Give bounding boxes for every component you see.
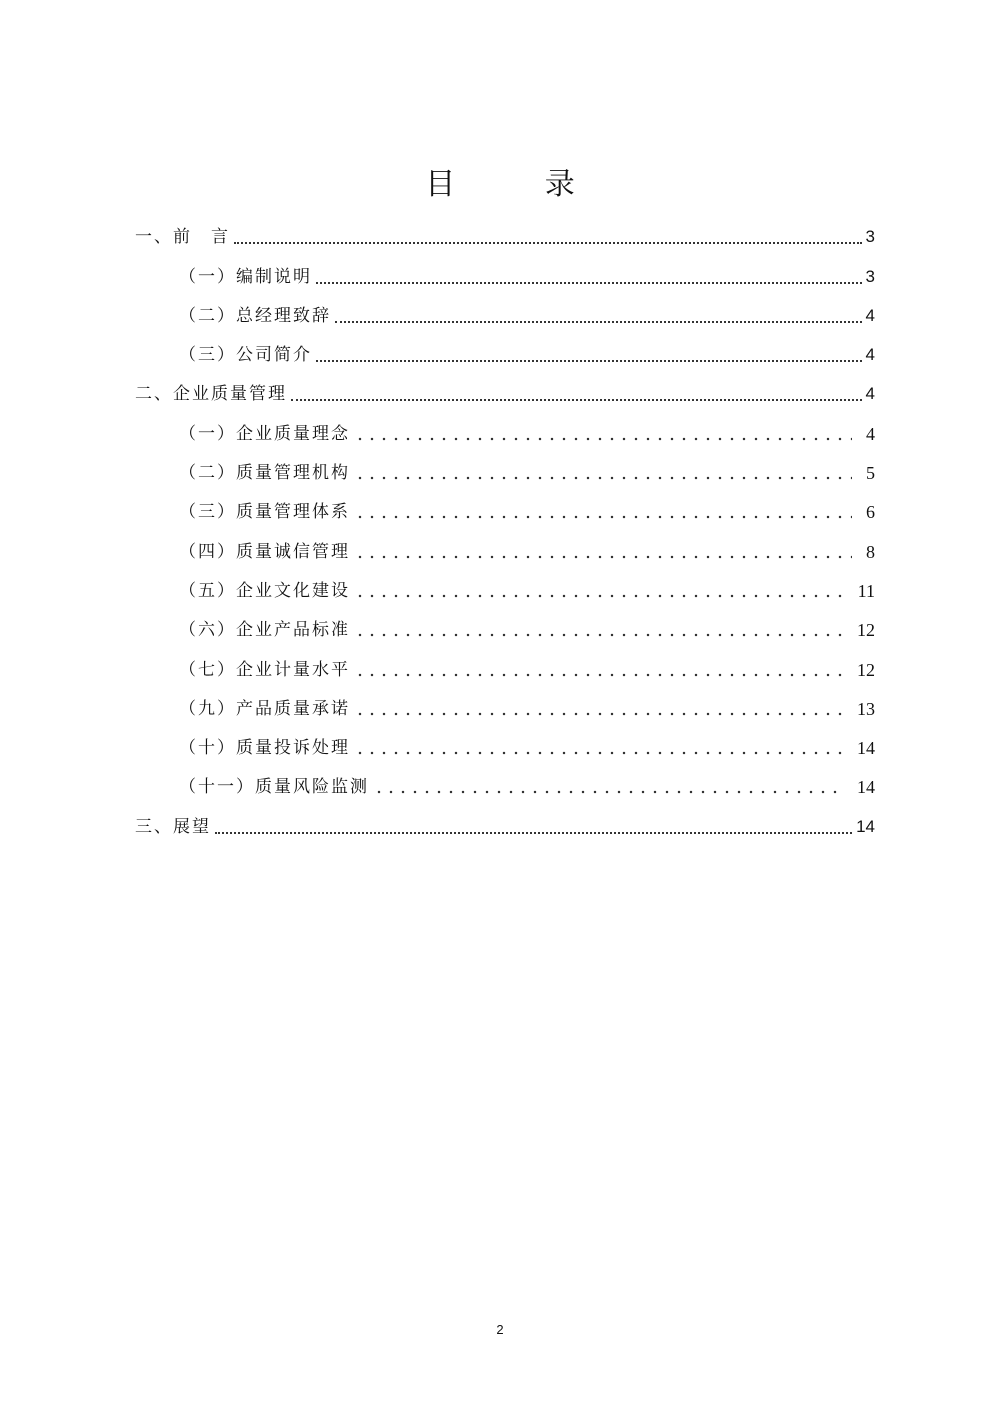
toc-entry-label: （二）总经理致辞 [179,305,331,326]
toc-entry[interactable] [135,762,875,801]
toc-entry[interactable] [135,408,875,447]
dot-leader [215,832,852,834]
dot-leader [354,515,852,519]
dot-leader [354,712,843,716]
toc-entry[interactable] [135,487,875,526]
toc-entry[interactable] [135,448,875,487]
toc-entry-page: 4 [865,305,875,325]
toc-entry[interactable] [135,566,875,605]
toc-entry-label: 三、展望 [135,816,211,837]
toc-entry[interactable] [135,723,875,762]
toc-entry[interactable] [135,330,875,369]
toc-entry-label: （三）质量管理体系 [179,502,350,523]
toc-entry-label: （十一）质量风险监测 [179,777,369,798]
toc-entry-label: （六）企业产品标准 [179,620,350,641]
dot-leader [316,282,862,284]
toc-entry-page: 3 [865,266,875,286]
toc-entry[interactable] [135,605,875,644]
toc-entry-page: 6 [866,502,875,523]
toc-entry[interactable] [135,291,875,330]
toc-entry-label: （三）公司简介 [179,345,312,366]
dot-leader [354,476,852,480]
dot-leader [354,751,843,755]
page-number: 2 [496,1322,504,1337]
toc-entry-label: 二、企业质量管理 [135,384,287,405]
toc-entry[interactable] [135,526,875,565]
toc-entry[interactable] [135,801,875,840]
dot-leader [354,633,843,637]
toc-entry[interactable] [135,644,875,683]
toc-entry-page: 5 [866,463,875,484]
toc-entry-label: （二）质量管理机构 [179,463,350,484]
toc-entry-page: 4 [866,423,875,444]
dot-leader [373,790,843,794]
toc-entry-page: 14 [857,777,875,798]
toc-entry-page: 3 [865,227,875,247]
toc-entry[interactable] [135,212,875,251]
toc-entry-page: 12 [857,659,875,680]
toc-entry-label: （七）企业计量水平 [179,659,350,680]
toc-entry[interactable] [135,251,875,290]
toc-entry-page: 4 [865,384,875,404]
toc-entry-label: （四）质量诚信管理 [179,541,350,562]
dot-leader [316,360,862,362]
toc-entry-page: 14 [857,738,875,759]
dot-leader [354,673,843,677]
dot-leader [234,242,862,244]
toc-entry-label: （十）质量投诉处理 [179,738,350,759]
dot-leader [335,321,862,323]
toc-entry[interactable] [135,369,875,408]
dot-leader [291,399,862,401]
toc-entry-label: 一、前 言 [135,227,230,248]
toc-entry-label: （九）产品质量承诺 [179,698,350,719]
toc-entry[interactable] [135,684,875,723]
toc-entry-label: （五）企业文化建设 [179,580,350,601]
toc-title: 目 录 [425,167,615,202]
toc-list [135,212,875,841]
toc-entry-page: 11 [857,580,875,601]
dot-leader [354,437,852,441]
toc-entry-page: 13 [857,698,875,719]
toc-entry-label: （一）编制说明 [179,266,312,287]
toc-entry-page: 12 [857,620,875,641]
toc-entry-page: 14 [856,816,875,836]
dot-leader [354,555,852,559]
toc-entry-label: （一）企业质量理念 [179,423,350,444]
toc-entry-page: 4 [865,345,875,365]
toc-entry-page: 8 [866,541,875,562]
dot-leader [354,594,844,598]
